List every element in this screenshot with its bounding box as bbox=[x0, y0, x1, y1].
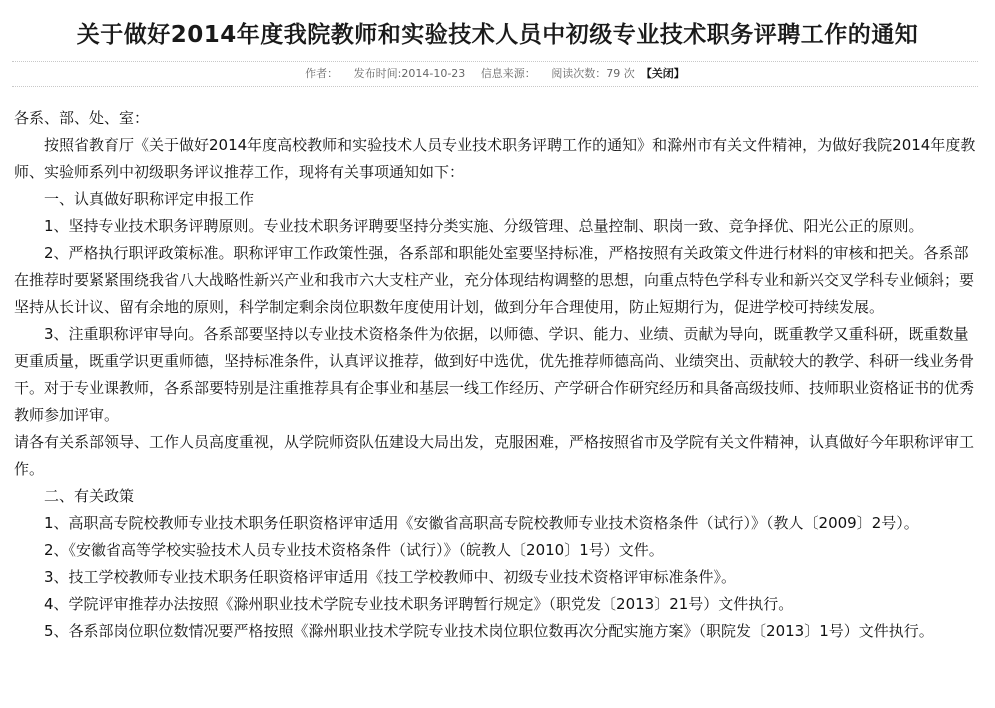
article-title: 关于做好2014年度我院教师和实验技术人员中初级专业技术职务评聘工作的通知 bbox=[76, 22, 919, 48]
paragraph: 请各有关系部领导、工作人员高度重视，从学院师资队伍建设大局出发，克服困难，严格按照省市及学院有关文件精神，认真做好今年职称评审工作。 bbox=[14, 433, 975, 478]
section-heading: 一、认真做好职称评定申报工作 bbox=[44, 190, 255, 208]
paragraph: 2、《安徽省高等学校实验技术人员专业技术资格条件（试行）》（皖教人〔2010〕1号）文件。 bbox=[44, 541, 664, 559]
article-meta-bar bbox=[12, 61, 978, 87]
section-heading: 二、有关政策 bbox=[44, 487, 135, 505]
paragraph: 1、高职高专院校教师专业技术职务任职资格评审适用《安徽省高职高专院校教师专业技术资格条件（试行）》（教人〔2009〕2号）。 bbox=[44, 514, 919, 532]
paragraph: 3、技工学校教师专业技术职务任职资格评审适用《技工学校教师中、初级专业技术资格评审标准条件》。 bbox=[44, 568, 737, 586]
paragraph: 按照省教育厅《关于做好2014年度高校教师和实验技术人员专业技术职务评聘工作的通知》和滁州市有关文件精神，为做好我院2014年度教师、实验师系列中初级职务评议推荐工作，现将有关事项通知如下： bbox=[14, 136, 976, 181]
publish-time: 发布时间:2014-10-23 bbox=[353, 67, 466, 80]
paragraph: 4、学院评审推荐办法按照《滁州职业技术学院专业技术职务评聘暂行规定》（职党发〔2013〕21号）文件执行。 bbox=[44, 595, 794, 613]
view-count: 阅读次数：79 次 bbox=[551, 67, 635, 80]
paragraph: 2、严格执行职评政策标准。职称评审工作政策性强，各系部和职能处室要坚持标准，严格按照有关政策文件进行材料的审核和把关。各系部在推荐时要紧紧围绕我省八大战略性新兴产业和我市六大支柱产业，充分体现结构调整的思想，向重点特色学科专业和新兴交叉学科专业倾斜；要坚持从长计议、留有余地的原则，科学制定剩余岗位职数年度使用计划，做到分年合理使用，防止短期行为，促进学校可持续发展。 bbox=[14, 244, 975, 316]
paragraph: 1、坚持专业技术职务评聘原则。专业技术职务评聘要坚持分类实施、分级管理、总量控制、职岗一致、竞争择优、阳光公正的原则。 bbox=[44, 217, 924, 235]
article-body bbox=[14, 105, 982, 645]
paragraph: 5、各系部岗位职位数情况要严格按照《滁州职业技术学院专业技术岗位职位数再次分配实施方案》（职院发〔2013〕1号）文件执行。 bbox=[44, 622, 934, 640]
paragraph: 各系、部、处、室： bbox=[14, 109, 150, 127]
source-label: 信息来源： bbox=[480, 67, 536, 80]
author-label: 作者： bbox=[305, 67, 339, 80]
paragraph: 3、注重职称评审导向。各系部要坚持以专业技术资格条件为依据，以师德、学识、能力、业绩、贡献为导向，既重教学又重科研，既重数量更重质量，既重学识更重师德，坚持标准条件，认真评议推荐，做到好中选优，优先推荐师德高尚、业绩突出、贡献较大的教学、科研一线业务骨干。对于专业课教师，各系部要特别是注重推荐具有企事业和基层一线工作经历、产学研合作研究经历和具备高级技师、技师职业资格证书的优秀教师参加评审。 bbox=[14, 325, 975, 424]
close-link[interactable]: 【关闭】 bbox=[640, 67, 685, 80]
